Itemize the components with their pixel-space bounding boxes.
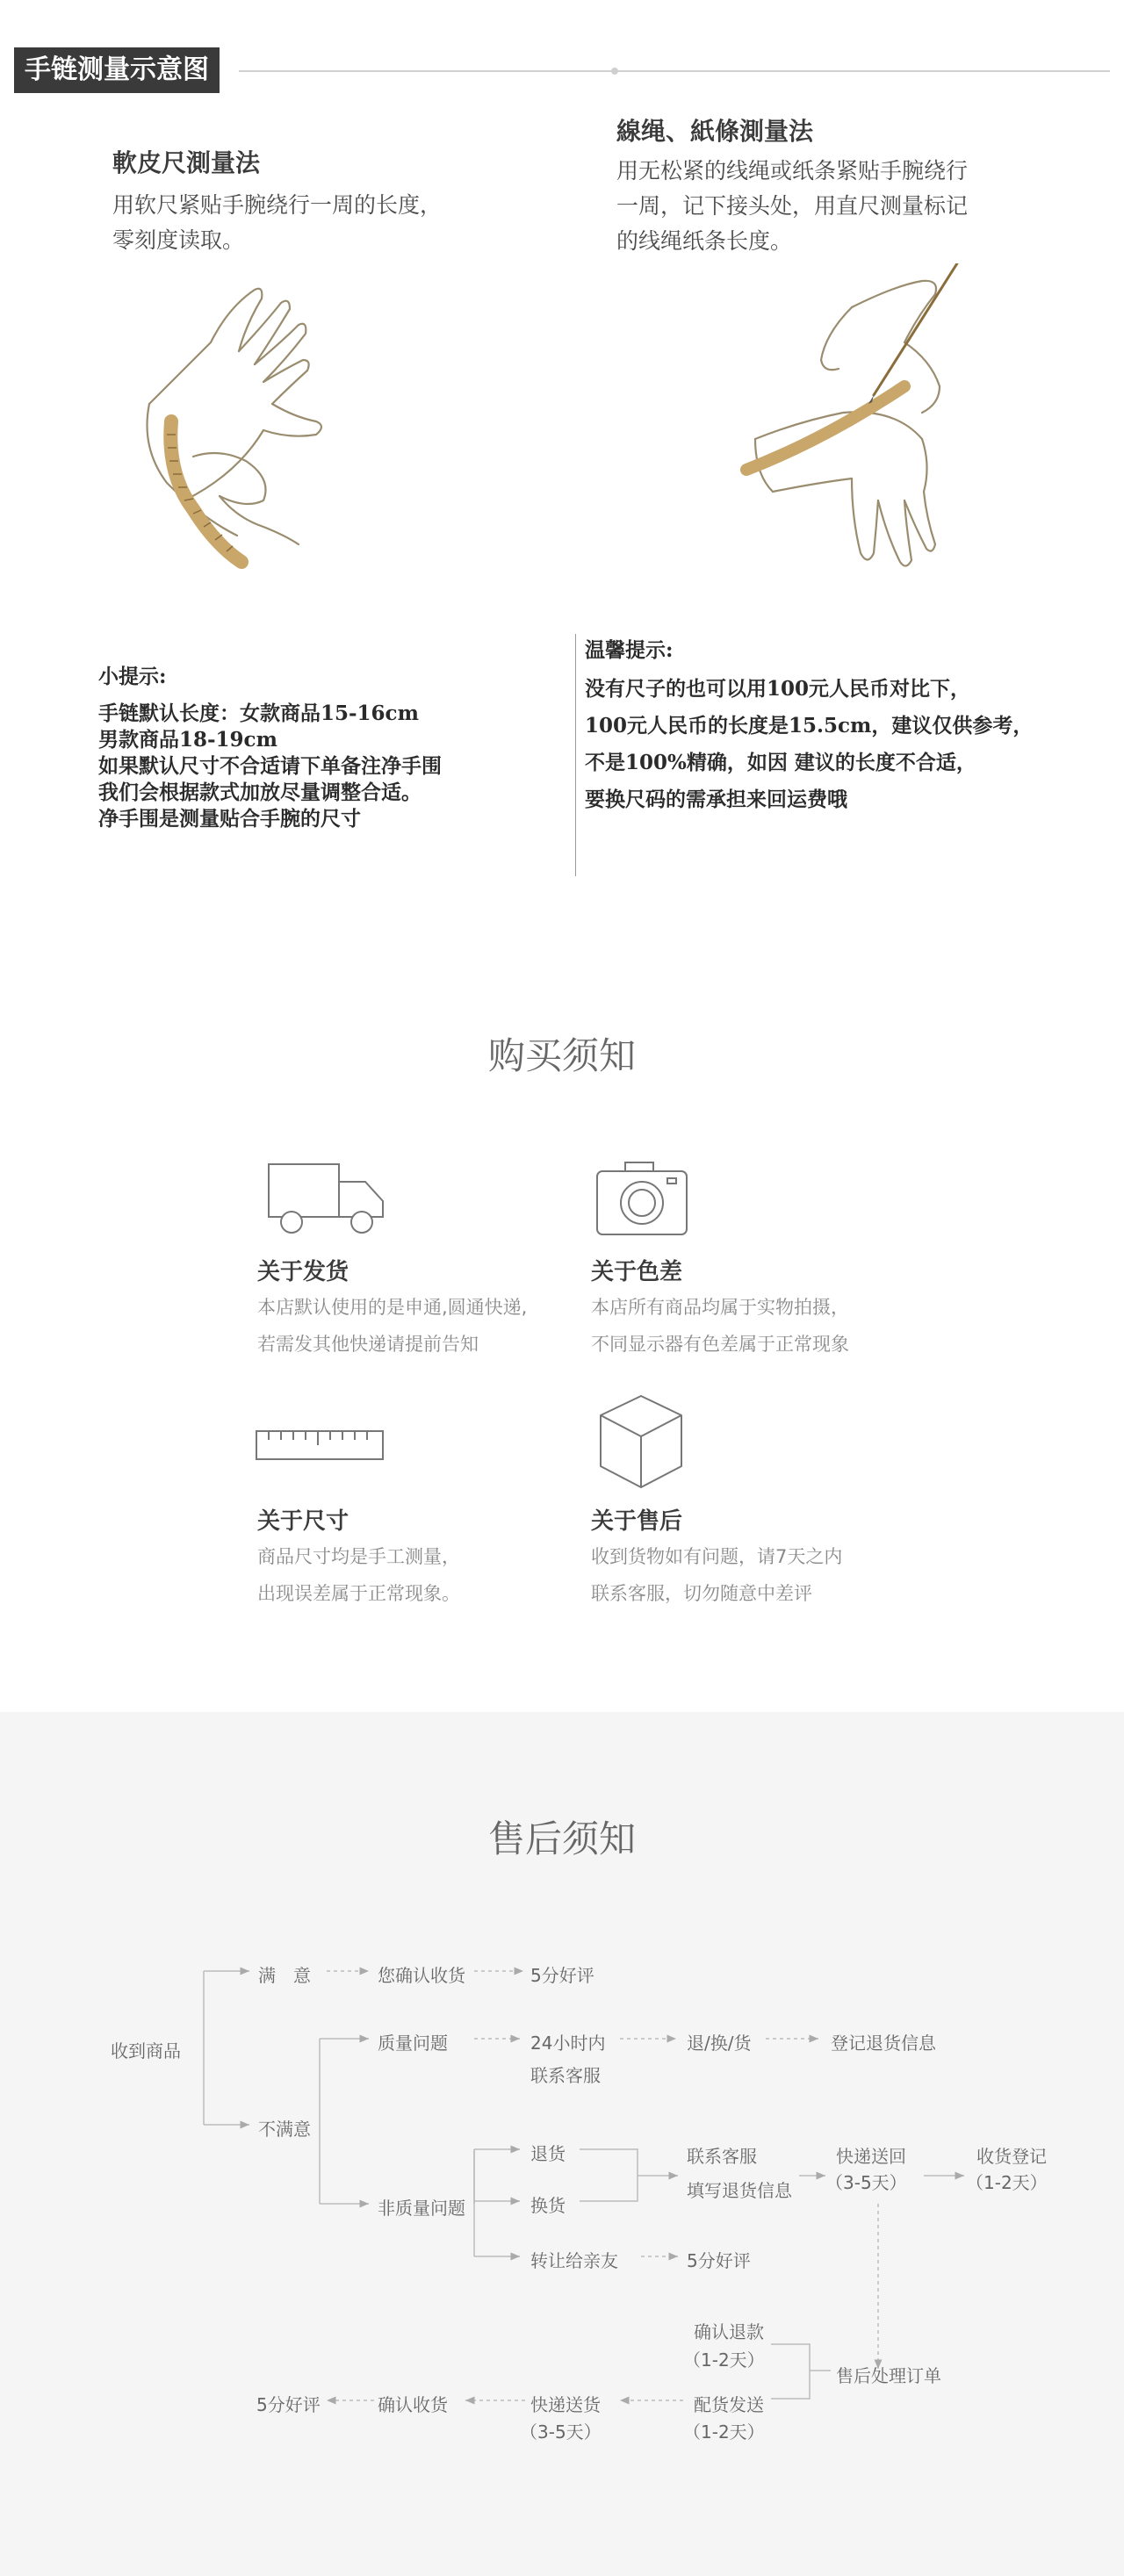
flow-contact-cs-2: 联系客服 xyxy=(687,2146,757,2167)
tips-right: 温馨提示: 没有尺子的也可以用100元人民币对比下， 100元人民币的长度是15.5cm，建议仅供参考， 不是100%精确，如因 建议的长度不合适， 要换尺码的需承担来回运费哦 xyxy=(585,638,1034,811)
flow-register-return: 登记退货信息 xyxy=(831,2033,936,2054)
flow-days-1-2-c: （1-2天） xyxy=(683,2421,765,2443)
measure-header: 手链测量示意图 xyxy=(14,47,220,93)
flow-days-1-2-b: （1-2天） xyxy=(683,2349,765,2371)
soft-ruler-title: 軟皮尺測量法 xyxy=(112,148,261,177)
truck-icon xyxy=(263,1159,390,1238)
flow-non-quality: 非质量问题 xyxy=(378,2198,465,2219)
flow-days-3-5-b: （3-5天） xyxy=(520,2421,602,2443)
ruler-icon xyxy=(255,1428,386,1463)
string-pen-hand-illustration xyxy=(720,263,984,579)
flow-transfer: 转让给亲友 xyxy=(530,2250,618,2271)
after-sales-desc: 收到货物如有问题，请7天之内 联系客服，切勿随意中差评 xyxy=(591,1546,843,1604)
aftersales-title: 售后须知 xyxy=(487,1817,636,1860)
flow-five-star-2: 5分好评 xyxy=(687,2250,751,2271)
flow-refund: 退货 xyxy=(530,2143,566,2164)
flow-unsatisfied: 不满意 xyxy=(258,2119,311,2140)
flow-days-3-5: （3-5天） xyxy=(825,2172,907,2193)
flow-five-star-3: 5分好评 xyxy=(256,2394,321,2415)
flow-24h: 24小时内 xyxy=(530,2033,606,2054)
tips-divider xyxy=(575,634,576,876)
flow-express-send: 快递送货 xyxy=(530,2394,601,2415)
string-method-desc: 用无松紧的线绳或纸条紧贴手腕绕行 一周，记下接头处，用直尺测量标记 的线绳纸条长度。 xyxy=(616,158,969,254)
flow-confirm-receipt-2: 确认收货 xyxy=(378,2394,448,2415)
soft-ruler-desc: 用软尺紧贴手腕绕行一周的长度， 零刻度读取。 xyxy=(112,192,443,253)
flow-quality-issue: 质量问题 xyxy=(378,2033,448,2054)
flow-return-exchange: 退/换/货 xyxy=(687,2033,752,2054)
size-title: 关于尺寸 xyxy=(257,1508,349,1535)
string-method-title: 線绳、紙條測量法 xyxy=(616,117,814,146)
color-diff-title: 关于色差 xyxy=(591,1259,683,1285)
after-sales-title: 关于售后 xyxy=(591,1508,683,1535)
flow-satisfied: 满 意 xyxy=(258,1965,311,1986)
flow-confirm-receipt: 您确认收货 xyxy=(378,1965,465,1986)
shipping-title: 关于发货 xyxy=(257,1259,349,1285)
camera-icon xyxy=(594,1157,690,1238)
flow-express-back: 快递送回 xyxy=(836,2146,906,2167)
flow-ship-goods: 配货发送 xyxy=(694,2394,764,2415)
flow-received: 收到商品 xyxy=(111,2040,181,2062)
flow-contact-cs: 联系客服 xyxy=(530,2065,601,2086)
flow-exchange: 换货 xyxy=(530,2195,566,2216)
flow-confirm-refund: 确认退款 xyxy=(694,2321,764,2342)
soft-tape-hand-illustration xyxy=(132,272,360,579)
box-icon xyxy=(595,1392,687,1491)
flow-fill-return: 填写退货信息 xyxy=(687,2180,792,2201)
flow-five-star: 5分好评 xyxy=(530,1965,594,1986)
size-desc: 商品尺寸均是手工测量， 出现误差属于正常现象。 xyxy=(257,1546,460,1604)
flow-receive-register: 收货登记 xyxy=(976,2146,1047,2167)
header-divider-dot xyxy=(611,68,618,75)
tips-left: 小提示: 手链默认长度：女款商品15-16cm 男款商品18-19cm 如果默认尺寸不合适请下单备注净手围 我们会根据款式加放尽量调整合适。 净手围是测量贴合手腕的尺寸 xyxy=(98,665,442,831)
shipping-desc: 本店默认使用的是申通,圆通快递, 若需发其他快递请提前告知 xyxy=(257,1297,528,1355)
purchase-title: 购买须知 xyxy=(487,1034,636,1077)
flow-process-order: 售后处理订单 xyxy=(836,2365,941,2386)
color-diff-desc: 本店所有商品均属于实物拍摄， 不同显示器有色差属于正常现象 xyxy=(591,1297,849,1355)
header-divider xyxy=(239,70,1110,72)
flow-days-1-2: （1-2天） xyxy=(966,2172,1048,2193)
